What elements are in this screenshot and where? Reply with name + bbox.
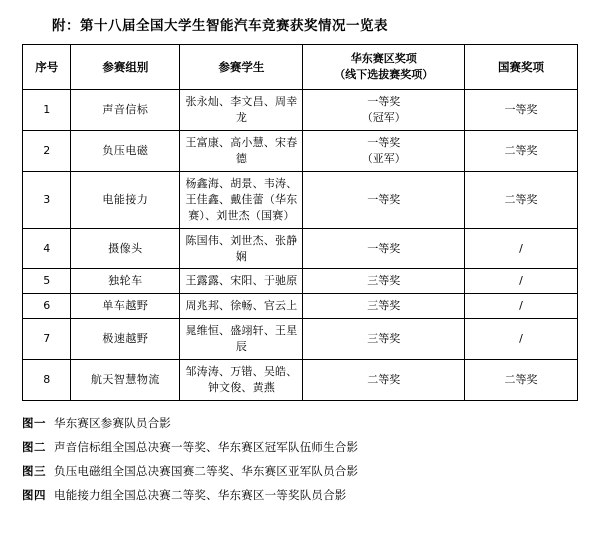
table-row [23, 171, 578, 228]
cell-east-award [303, 171, 464, 228]
cell-east-award-note: （冠军） [361, 110, 406, 124]
cell-national-award: 二等奖 [464, 171, 577, 228]
cell-east-award [303, 90, 464, 131]
cell-no: 5 [23, 269, 71, 294]
column-header-group: 参赛组别 [71, 45, 180, 90]
cell-no: 6 [23, 294, 71, 319]
column-header-no: 序号 [23, 45, 71, 90]
table-row [23, 294, 578, 319]
cell-group: 单车越野 [71, 294, 180, 319]
cell-national-award: / [464, 319, 577, 360]
cell-east-award [303, 360, 464, 401]
cell-students: 杨鑫海、胡景、韦涛、王佳鑫、戴佳蕾（华东赛）、刘世杰（国赛） [180, 171, 303, 228]
cell-group: 极速越野 [71, 319, 180, 360]
cell-national-award: 二等奖 [464, 360, 577, 401]
figure-caption: 负压电磁组全国总决赛国赛二等奖、华东赛区亚军队员合影 [54, 464, 359, 479]
column-header-east-sub: （线下选拔赛奖项） [334, 68, 434, 81]
cell-national-award: / [464, 228, 577, 269]
cell-no: 3 [23, 171, 71, 228]
cell-east-award [303, 269, 464, 294]
table-row [23, 360, 578, 401]
cell-students: 王露露、宋阳、于驰原 [180, 269, 303, 294]
list-item [22, 463, 578, 479]
cell-students: 王富康、高小慧、宋春德 [180, 130, 303, 171]
cell-east-award-level: 一等奖 [367, 95, 401, 108]
cell-students: 周兆邦、徐畅、官云上 [180, 294, 303, 319]
cell-no: 2 [23, 130, 71, 171]
cell-east-award [303, 294, 464, 319]
figure-caption-list [22, 415, 578, 503]
table-row [23, 319, 578, 360]
figure-label: 图四 [22, 488, 46, 503]
table-header [23, 45, 578, 90]
cell-group: 独轮车 [71, 269, 180, 294]
list-item [22, 415, 578, 431]
list-item [22, 439, 578, 455]
cell-group: 摄像头 [71, 228, 180, 269]
cell-no: 8 [23, 360, 71, 401]
figure-label: 图二 [22, 440, 46, 455]
cell-students: 晁维恒、盛翊轩、王星辰 [180, 319, 303, 360]
figure-caption: 声音信标组全国总决赛一等奖、华东赛区冠军队伍师生合影 [54, 440, 359, 455]
table-row [23, 130, 578, 171]
cell-east-award-level: 一等奖 [367, 241, 401, 255]
table-body [23, 90, 578, 401]
figure-label: 图三 [22, 464, 46, 479]
cell-national-award: 二等奖 [464, 130, 577, 171]
list-item [22, 487, 578, 503]
figure-label: 图一 [22, 416, 46, 431]
table-row [23, 269, 578, 294]
table-header-row [23, 45, 578, 90]
column-header-national: 国赛奖项 [464, 45, 577, 90]
cell-east-award [303, 319, 464, 360]
cell-group: 声音信标 [71, 90, 180, 131]
cell-no: 7 [23, 319, 71, 360]
cell-east-award-level: 三等奖 [367, 274, 401, 288]
cell-students: 邹涛涛、万锴、吴皓、钟文俊、黄燕 [180, 360, 303, 401]
cell-east-award [303, 228, 464, 269]
table-row [23, 228, 578, 269]
cell-no: 1 [23, 90, 71, 131]
cell-group: 负压电磁 [71, 130, 180, 171]
figure-caption: 电能接力组全国总决赛二等奖、华东赛区一等奖队员合影 [54, 488, 347, 503]
award-table [22, 44, 578, 401]
cell-east-award-level: 一等奖 [367, 192, 401, 206]
cell-east-award-level: 三等奖 [367, 299, 401, 313]
cell-group: 电能接力 [71, 171, 180, 228]
cell-east-award [303, 130, 464, 171]
column-header-students: 参赛学生 [180, 45, 303, 90]
cell-east-award-note: （亚军） [361, 151, 406, 165]
page-title: 附：第十八届全国大学生智能汽车竞赛获奖情况一览表 [52, 18, 388, 34]
cell-east-award-level: 三等奖 [367, 332, 401, 346]
cell-east-award-level: 二等奖 [367, 373, 401, 387]
cell-no: 4 [23, 228, 71, 269]
cell-national-award: / [464, 294, 577, 319]
cell-east-award-level: 一等奖 [367, 135, 401, 149]
figure-caption: 华东赛区参赛队员合影 [54, 416, 171, 431]
cell-national-award: 一等奖 [464, 90, 577, 131]
column-header-east-main: 华东赛区奖项 [350, 52, 417, 66]
column-header-east-region [303, 45, 464, 90]
cell-group: 航天智慧物流 [71, 360, 180, 401]
cell-students: 陈国伟、刘世杰、张静娴 [180, 228, 303, 269]
cell-national-award: / [464, 269, 577, 294]
table-row [23, 90, 578, 131]
cell-students: 张永灿、李文昌、周幸龙 [180, 90, 303, 131]
